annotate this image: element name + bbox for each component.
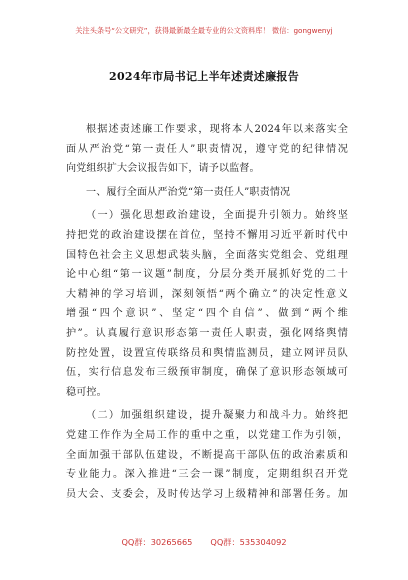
footer-qq-group-2: QQ群：535304092 [210,537,287,547]
paragraph-line: 伍，实行信息发布三级预审制度，确保了意识形态领域可 [66,367,348,379]
paragraph-line: 增强“四个意识”、坚定“四个自信”、做到“两个维 [66,308,348,320]
paragraph-line: 员大会、支委会，及时传达学习上级精神和部署任务。加 [66,488,348,500]
paragraph-line: （二）加强组织建设，提升凝聚力和战斗力。始终把 [86,410,348,422]
paragraph-line: 向党组织扩大会议报告如下，请予以监督。 [66,163,260,175]
paragraph-line: 专业能力。深入推进“三会一课”制度，定期组织召开党 [66,469,348,481]
paragraph-line: 全面加强干部队伍建设，不断提高干部队伍的政治素质和 [66,449,348,461]
footer-contact [0,537,408,548]
paragraph-line: 国特色社会主义思想武装头脑，全面落实党组会、党组理 [66,249,348,261]
paragraph-line: 持把党的政治建设摆在首位，坚持不懈用习近平新时代中 [66,229,348,241]
footer-qq-group-1: QQ群：30265665 [121,537,193,547]
header-banner: 关注头条号“公文研究”，获得最新最全最专业的公文资料库！ 微信：gongwenyj [75,26,333,35]
paragraph-line: 面从严治党“第一责任人”职责情况，遵守党的纪律情况 [66,143,348,155]
paragraph-line: 党建工作作为全局工作的重中之重，以党建工作为引领， [66,429,348,441]
paragraph-line: 根据述责述廉工作要求，现将本人2024年以来落实全 [86,124,348,135]
paragraph-line: （一）强化思想政治建设，全面提升引领力。始终坚 [86,210,348,222]
paragraph-line: 论中心组“第一议题”制度，分层分类开展抓好党的二十 [66,269,348,281]
section-heading: 一、履行全面从严治党“第一责任人”职责情况 [86,186,291,198]
document-title: 2024年市局书记上半年述责述廉报告 [108,70,299,83]
paragraph-line: 稳可控。 [66,386,107,398]
paragraph-line: 护”。认真履行意识形态第一责任人职责，强化网络舆情 [66,327,348,339]
paragraph-line: 防控处置，设置宣传联络员和舆情监测员，建立网评员队 [66,347,348,359]
document-body [66,120,348,504]
paragraph-line: 大精神的学习培训，深刻领悟“两个确立”的决定性意义 [66,288,348,300]
